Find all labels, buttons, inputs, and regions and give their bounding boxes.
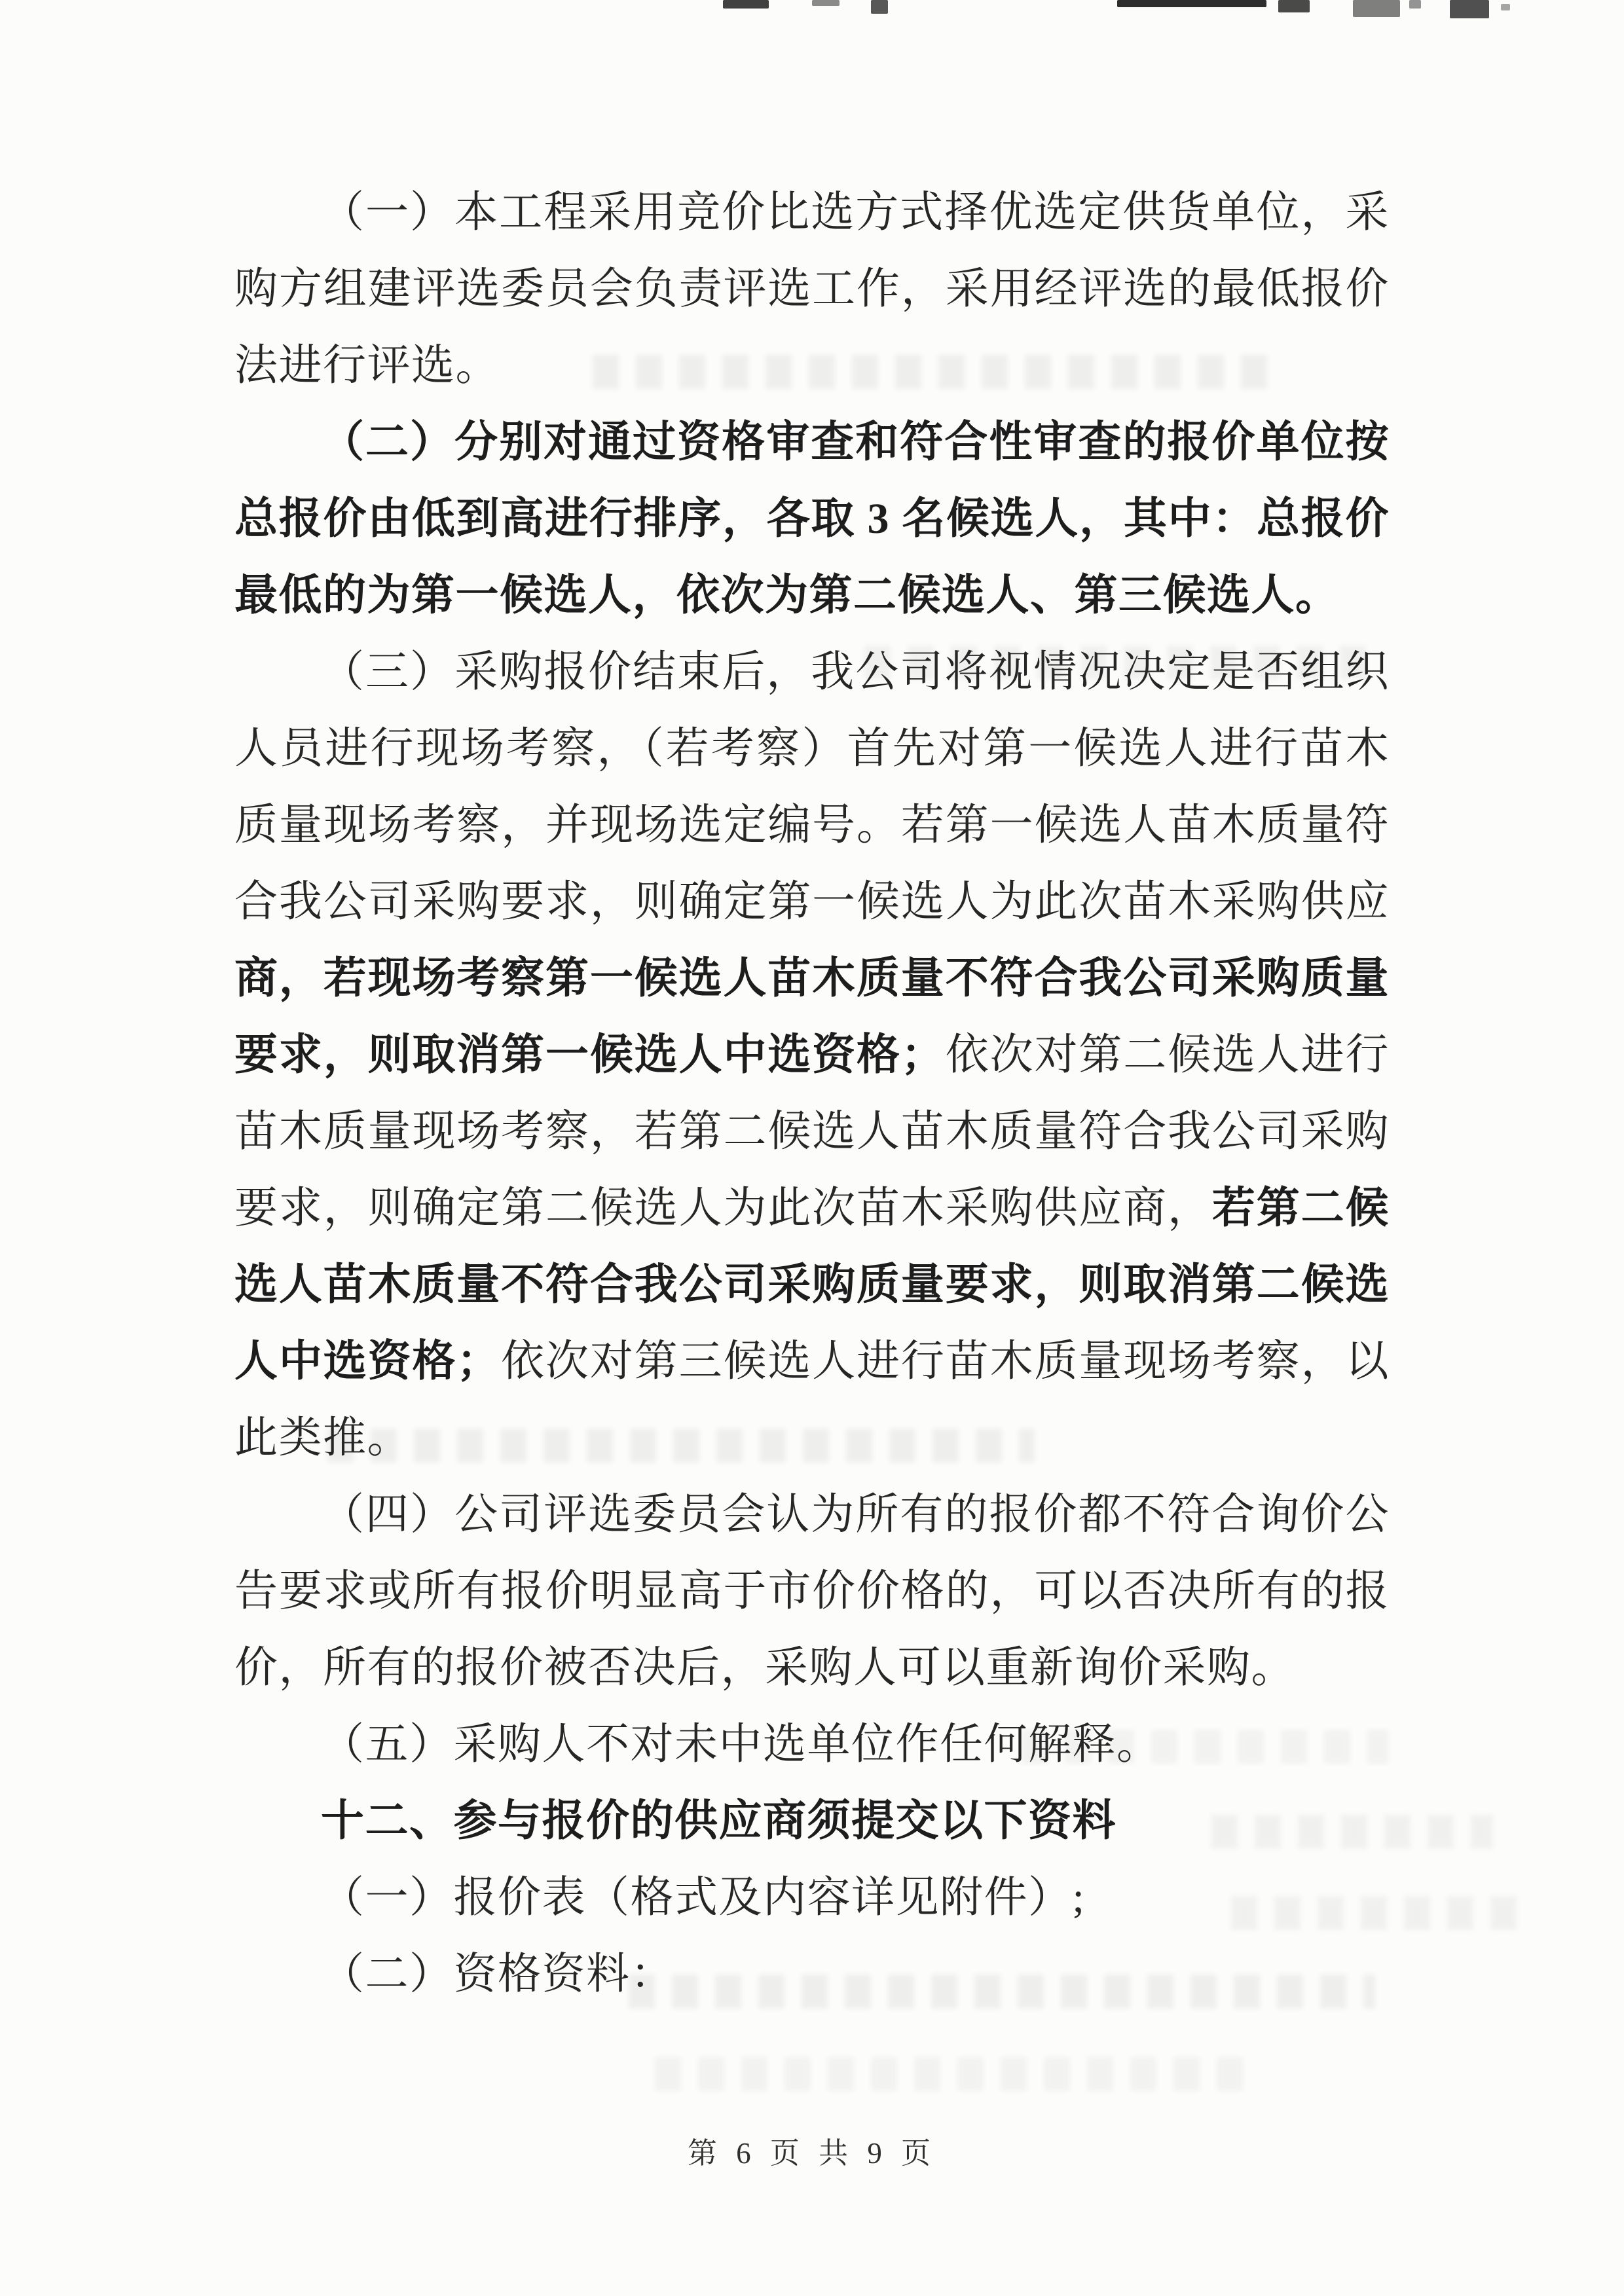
paragraph-text: （五）采购人不对未中选单位作任何解释。 <box>321 1721 1161 1768</box>
bleed-through-artifact <box>655 2057 1244 2091</box>
paragraph-text-bold: （二）分别对通过资格审查和符合性审查的报价单位按总报价由低到高进行排序，各取 3 名候选人，其中：总报价最低的为第一候选人，依次为第二候选人、第三候选人。 <box>234 418 1390 619</box>
section-heading-12 <box>234 1783 1390 1859</box>
scan-artifact <box>1501 4 1510 10</box>
paragraph-text: （四）公司评选委员会认为所有的报价都不符合询价公告要求或所有报价明显高于市价价格的，可以否决所有的报价，所有的报价被否决后，采购人可以重新询价采购。 <box>234 1491 1390 1692</box>
run-normal: （三）采购报价结束后，我公司将视情况决定是否组织人员进行现场考察，（若考察）首先对第一候选人进行苗木质量现场考察，并现场选定编号。若第一候选人苗木质量符合我公司采购要求，则确定第一候选人为此次苗木采购供应 <box>234 648 1390 926</box>
paragraph-2-ranking-rule <box>234 404 1390 634</box>
scan-artifact <box>1278 0 1310 12</box>
run-normal: 依次对第二候选人进行苗木质量现场考察，若第二候选人苗木质量符合我公司采购要求，则确定第二候选人为此次苗木采购供应商， <box>234 1031 1390 1232</box>
list-item-quotation-form <box>234 1859 1390 1936</box>
document-body <box>234 174 1390 2013</box>
scan-artifact <box>1450 0 1489 18</box>
paragraph-text: （一）报价表（格式及内容详见附件）; <box>321 1874 1086 1922</box>
paragraph-5-no-explanation <box>234 1706 1390 1783</box>
page-number-indicator: 第 6 页 共 9 页 <box>687 2137 937 2170</box>
list-item-qualification-docs <box>234 1936 1390 2013</box>
paragraph-3-site-inspection <box>234 634 1390 1476</box>
paragraph-4-rejection-rule <box>234 1476 1390 1706</box>
run-bold: 商，若现场考察第一候选人苗木质量不符合我公司采购质量要求，则取消第一候选人中选资格； <box>234 955 1390 1079</box>
paragraph-1-evaluation-method <box>234 174 1390 404</box>
paragraph-text: （一）本工程采用竞价比选方式择优选定供货单位，采购方组建评选委员会负责评选工作，采用经评选的最低报价法进行评选。 <box>234 189 1390 390</box>
run-normal: 依次对第三候选人进行苗木质量现场考察，以此类推。 <box>234 1338 1390 1462</box>
scan-artifact <box>1117 0 1266 7</box>
scan-artifact <box>812 0 840 6</box>
scan-artifact <box>1353 0 1400 17</box>
scan-artifact <box>1409 0 1421 9</box>
heading-text: 十二、参与报价的供应商须提交以下资料 <box>321 1797 1116 1845</box>
scan-artifact <box>723 0 769 9</box>
run-bold: 若第二候选人苗木质量不符合我公司采购质量要求，则取消第二候选人中选资格； <box>234 1184 1390 1385</box>
scan-artifact <box>871 0 888 14</box>
paragraph-text: （二）资格资料： <box>321 1950 674 1998</box>
page-footer <box>0 2129 1624 2172</box>
